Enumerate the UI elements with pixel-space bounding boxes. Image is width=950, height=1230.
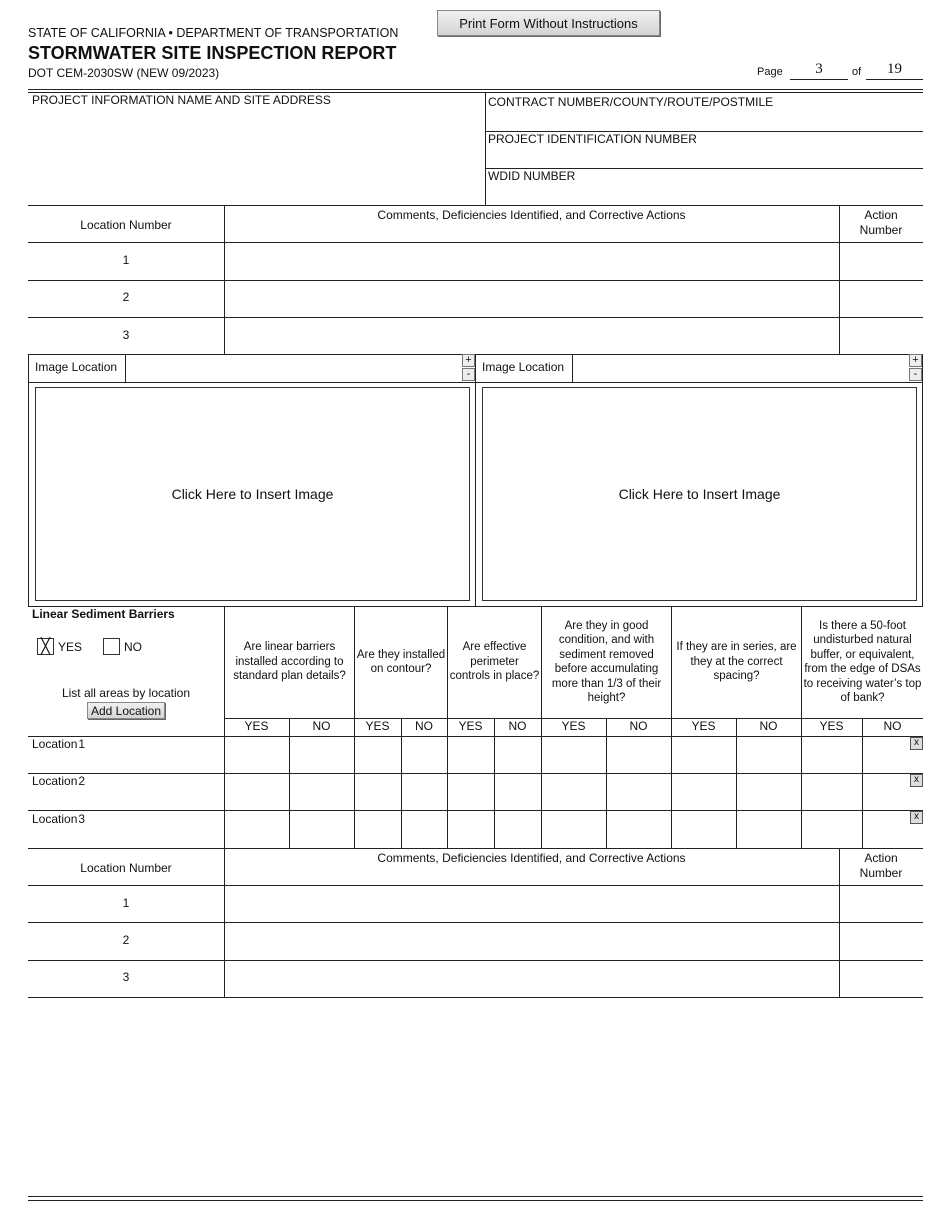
t2-hline-1: [28, 885, 923, 886]
barriers-yes-checkbox[interactable]: [37, 638, 54, 655]
question-6: Is there a 50-foot undisturbed natural buffer, or equivalent, from the edge of DSAs to receiving water’s top of bank?: [803, 619, 922, 704]
project-id-field[interactable]: [488, 147, 921, 167]
grid-vline-736: [736, 718, 737, 848]
t2-row-1-comments-field[interactable]: [226, 887, 837, 921]
image-location-label-right: Image Location: [482, 360, 565, 374]
t1-hline-2: [28, 280, 923, 281]
t1-row-3-action-field[interactable]: [841, 319, 922, 353]
agency-line: STATE OF CALIFORNIA • DEPARTMENT OF TRANSPORTATION: [28, 26, 399, 40]
q2-yes-header: YES: [365, 719, 390, 733]
img-vline-right: [922, 354, 923, 607]
grid-vline-862: [862, 718, 863, 848]
img-vline-mid: [475, 354, 476, 607]
insert-image-right[interactable]: Click Here to Insert Image: [482, 387, 917, 601]
barriers-yes-label: YES: [58, 640, 83, 654]
footer-rule-bottom: [28, 1200, 923, 1201]
page-total-field[interactable]: 19: [887, 61, 902, 77]
plus-icon-right[interactable]: +: [909, 354, 922, 367]
remove-location-3-icon[interactable]: x: [910, 811, 923, 824]
t2-row-2-location: 2: [122, 933, 130, 947]
insert-image-left[interactable]: Click Here to Insert Image: [35, 387, 470, 601]
loc-line-1: [28, 736, 923, 737]
t1-row-3-location: 3: [122, 328, 130, 342]
t1-comments-header: Comments, Deficiencies Identified, and Corrective Actions: [377, 208, 686, 222]
form-title: STORMWATER SITE INSPECTION REPORT: [28, 43, 397, 63]
minus-icon-left[interactable]: -: [462, 368, 475, 381]
grid-vline-606: [606, 718, 607, 848]
form-id: DOT CEM-2030SW (NEW 09/2023): [28, 66, 220, 80]
t2-row-2-action-field[interactable]: [841, 924, 922, 958]
t1-action-header-2: Number: [859, 223, 903, 237]
page-number-field[interactable]: 3: [815, 61, 823, 77]
t2-location-header: Location Number: [80, 861, 172, 875]
t2-row-2-comments-field[interactable]: [226, 924, 837, 958]
t2-row-1-location: 1: [122, 896, 130, 910]
q4-yes-header: YES: [561, 719, 586, 733]
contract-number-field[interactable]: [488, 110, 921, 130]
location-prefix: Location: [32, 774, 78, 788]
plus-icon-left[interactable]: +: [462, 354, 475, 367]
location-row-2: [32, 774, 85, 788]
t1-row-1-comments-field[interactable]: [226, 244, 837, 278]
add-location-button[interactable]: Add Location: [87, 702, 165, 719]
question-3: Are effective perimeter controls in place?: [449, 641, 540, 683]
location-row-3: [32, 812, 85, 826]
of-label: of: [852, 66, 862, 78]
t1-row-1-location: 1: [122, 253, 130, 267]
question-4: Are they in good condition, and with sediment removed before accumulating more than 1/3 of their height?: [551, 619, 662, 704]
contract-number-label: CONTRACT NUMBER/COUNTY/ROUTE/POSTMILE: [488, 95, 774, 109]
grid-vline-289: [289, 718, 290, 848]
t2-hline-3: [28, 960, 923, 961]
page-label: Page: [757, 66, 783, 78]
wdid-label: WDID NUMBER: [488, 169, 576, 183]
loc-line-4: [28, 848, 923, 849]
project-info-field[interactable]: [30, 108, 482, 203]
barriers-section-title: Linear Sediment Barriers: [32, 607, 175, 621]
q1-no-header: NO: [312, 719, 331, 733]
barriers-no-checkbox[interactable]: [103, 638, 120, 655]
t2-action-header-1: Action: [864, 851, 898, 865]
q3-yes-header: YES: [458, 719, 483, 733]
img-header-line: [28, 382, 923, 383]
location-number[interactable]: 2: [78, 774, 86, 788]
location-row-1: [32, 737, 85, 751]
print-form-button[interactable]: Print Form Without Instructions: [437, 10, 660, 36]
t2-hline-2: [28, 922, 923, 923]
t2-row-3-location: 3: [122, 970, 130, 984]
q4-no-header: NO: [629, 719, 648, 733]
grid-vline-401: [401, 718, 402, 848]
minus-icon-right[interactable]: -: [909, 368, 922, 381]
t1-hline-1: [28, 242, 923, 243]
location-prefix: Location: [32, 737, 78, 751]
project-id-label: PROJECT IDENTIFICATION NUMBER: [488, 132, 697, 146]
page-total-underline: [866, 79, 923, 80]
q6-no-header: NO: [883, 719, 902, 733]
t1-row-3-comments-field[interactable]: [226, 319, 837, 353]
project-info-label: PROJECT INFORMATION NAME AND SITE ADDRESS: [32, 93, 331, 107]
location-number[interactable]: 1: [78, 737, 86, 751]
barriers-no-label: NO: [124, 640, 142, 654]
t2-row-3-comments-field[interactable]: [226, 962, 837, 996]
t2-hline-4: [28, 997, 923, 998]
t2-comments-header: Comments, Deficiencies Identified, and Corrective Actions: [377, 851, 686, 865]
t1-row-2-action-field[interactable]: [841, 282, 922, 316]
img-right-label-divider: [572, 354, 573, 382]
t1-hline-3: [28, 317, 923, 318]
question-5: If they are in series, are they at the correct spacing?: [676, 641, 797, 683]
t1-row-2-location: 2: [122, 290, 130, 304]
q3-no-header: NO: [508, 719, 527, 733]
q1-yes-header: YES: [244, 719, 269, 733]
location-prefix: Location: [32, 812, 78, 826]
q2-no-header: NO: [415, 719, 433, 733]
t2-row-3-action-field[interactable]: [841, 962, 922, 996]
remove-location-2-icon[interactable]: x: [910, 774, 923, 787]
q5-yes-header: YES: [691, 719, 716, 733]
t1-action-header-1: Action: [864, 208, 898, 222]
question-2: Are they installed on contour?: [356, 648, 446, 675]
loc-line-2: [28, 773, 923, 774]
image-location-label-left: Image Location: [35, 360, 118, 374]
project-divider: [485, 93, 486, 206]
t1-row-2-comments-field[interactable]: [226, 282, 837, 316]
page-number-underline: [790, 79, 848, 80]
footer-rule-top: [28, 1196, 923, 1197]
wdid-field[interactable]: [488, 184, 921, 204]
project-bottom-line: [28, 205, 923, 206]
q5-no-header: NO: [759, 719, 778, 733]
question-1: Are linear barriers installed according to standard plan details?: [233, 641, 346, 683]
header-rule-top: [28, 89, 923, 90]
remove-location-1-icon[interactable]: x: [910, 737, 923, 750]
img-left-label-divider: [125, 354, 126, 382]
image-location-field-right[interactable]: [574, 356, 906, 380]
list-areas-label: List all areas by location: [61, 686, 191, 700]
location-number[interactable]: 3: [78, 812, 86, 826]
grid-vline-494: [494, 718, 495, 848]
t2-action-header-2: Number: [859, 866, 903, 880]
t1-row-1-action-field[interactable]: [841, 244, 922, 278]
t2-row-1-action-field[interactable]: [841, 887, 922, 921]
q6-yes-header: YES: [819, 719, 844, 733]
loc-line-3: [28, 810, 923, 811]
checkbox-check-mark: ╳: [40, 638, 51, 655]
img-vline-left: [28, 354, 29, 607]
image-location-field-left[interactable]: [127, 356, 459, 380]
t1-location-header: Location Number: [80, 218, 172, 232]
